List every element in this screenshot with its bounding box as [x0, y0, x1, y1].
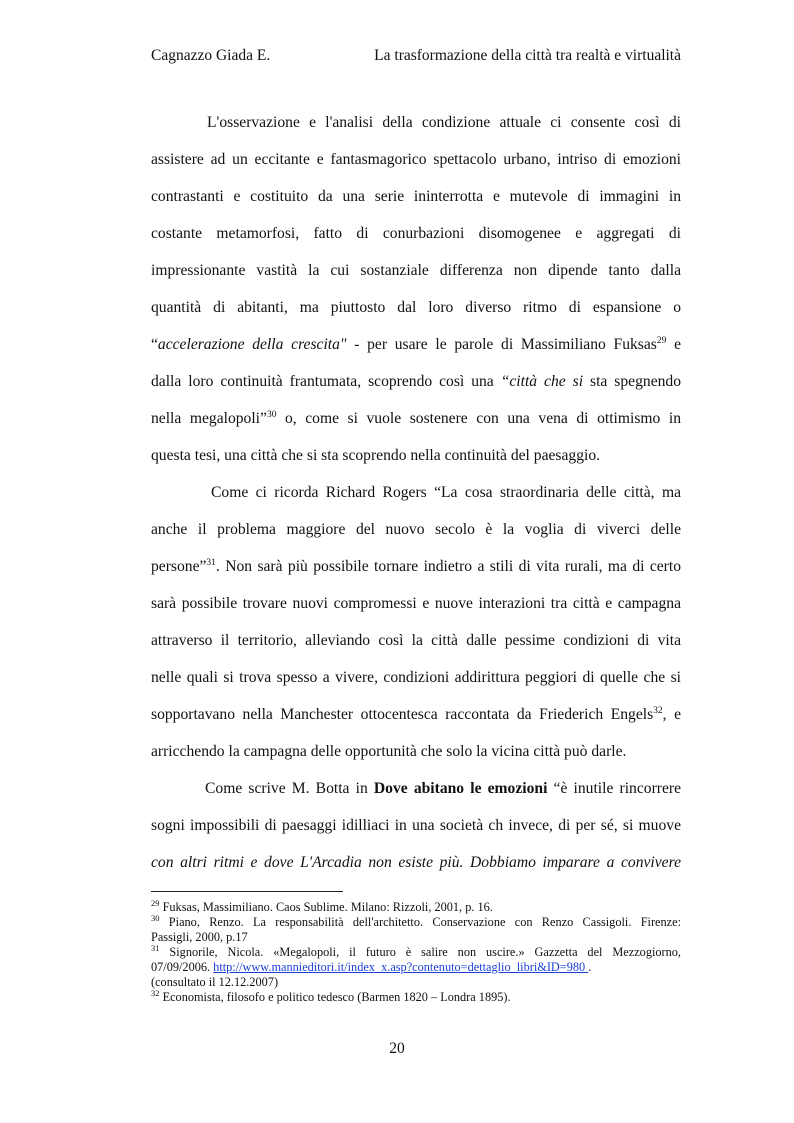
running-header [151, 47, 681, 71]
paragraph-2-line: persone”$^{31}$. Non sarà più possibile tornare indietro a stili di vita rurali, ma di certo [151, 558, 681, 575]
paragraph-2-line: attraverso il territorio, alleviando così la città dalle pessime condizioni di vita [151, 632, 681, 649]
italic-quote: “città che si [500, 373, 584, 390]
footnotes [151, 900, 681, 1005]
paragraph-2-line: nelle quali si trova spesso a vivere, condizioni addirittura peggiori di quelle che si [151, 669, 681, 686]
footnote-31-cont: 07/09/2006. http://www.mannieditori.it/index_x.asp?contenuto=dettaglio_libri&ID=980 . [151, 960, 592, 974]
paragraph-3-line: Come scrive M. Botta in Dove abitano le emozioni “è inutile rincorrere [205, 780, 681, 797]
page-number: 20 [389, 1040, 405, 1057]
paragraph-2-line: arricchendo la campagna delle opportunità che solo la vicina città può darle. [151, 743, 627, 760]
paragraph-1-line: costante metamorfosi, fatto di conurbazioni disomogenee e aggregati di [151, 225, 681, 242]
footnote-30: $^{30}$ Piano, Renzo. La responsabilità dell'architetto. Conservazione con Renzo Cassigoli. Firenze: [151, 913, 681, 929]
paragraph-1-line: dalla loro continuità frantumata, scoprendo così una “città che si sta spegnendo [151, 373, 682, 390]
paragraph-2-line: sopportavano nella Manchester ottocentesca raccontata da Friederich Engels$^{32}$, e [151, 706, 681, 723]
footnote-30-cont: Passigli, 2000, p.17 [151, 930, 248, 944]
footnote-ref-30[interactable]: 30 [266, 410, 277, 420]
header-author: Cagnazzo Giada E. [151, 47, 271, 64]
footnote-31-link[interactable]: http://www.mannieditori.it/index_x.asp?contenuto=dettaglio_libri&ID=980 [213, 960, 589, 974]
paragraph-1-line: assistere ad un eccitante e fantasmagorico spettacolo urbano, intriso di emozioni [151, 151, 681, 168]
paragraph-1-line: L'osservazione e l'analisi della condizione attuale ci consente così di [207, 114, 681, 131]
bold-book-title: Dove abitano le emozioni [373, 780, 548, 797]
footnote-31-cont: (consultato il 12.12.2007) [151, 975, 279, 989]
paragraph-1-line: “accelerazione della crescita" - per usare le parole di Massimiliano Fuksas$^{29}$ e [151, 336, 682, 353]
paragraph-1-line: nella megalopoli”$^{30}$ o, come si vuole sostenere con una vena di ottimismo in [151, 410, 682, 427]
paragraph-1-line: contrastanti e costituito da una serie ininterrotta e mutevole di immagini in [151, 188, 681, 205]
header-title: La trasformazione della città tra realtà e virtualità [374, 47, 681, 64]
paragraph-1-line: impressionante vastità la cui sostanziale differenza non dipende tanto dalla [151, 262, 681, 279]
paragraph-2-line: sarà possibile trovare nuovi compromessi e nuove interazioni tra città e campagna [151, 595, 681, 612]
footnote-ref-31[interactable]: 31 [206, 558, 216, 568]
footnote-31: $^{31}$ Signorile, Nicola. «Megalopoli, il futuro è salire non uscire.» Gazzetta del Mezzogiorno, [151, 943, 681, 959]
main-text [151, 111, 681, 888]
paragraph-2-line: Come ci ricorda Richard Rogers “La cosa straordinaria delle città, ma [211, 484, 681, 501]
paragraph-3-line: sogni impossibili di paesaggi idilliaci in una società ch invece, di per sé, si muove [151, 817, 681, 834]
paragraph-1-line: quantità di abitanti, ma piuttosto dal loro diverso ritmo di espansione o [151, 299, 681, 316]
paragraph-2-line: anche il problema maggiore del nuovo secolo è la voglia di viverci delle [151, 521, 681, 538]
italic-quote: con altri ritmi e dove L'Arcadia non esiste più. Dobbiamo imparare a convivere [151, 854, 681, 871]
footnote-29: $^{29}$ Fuksas, Massimiliano. Caos Sublime. Milano: Rizzoli, 2001, p. 16. [151, 898, 493, 914]
paragraph-1-line: questa tesi, una città che si sta scoprendo nella continuità del paesaggio. [151, 447, 601, 464]
footnote-ref-32[interactable]: 32 [653, 706, 663, 716]
footnote-ref-29[interactable]: 29 [656, 336, 667, 346]
italic-quote: accelerazione della crescita" [157, 336, 347, 353]
footnote-32: $^{32}$ Economista, filosofo e politico tedesco (Barmen 1820 – Londra 1895). [151, 988, 511, 1004]
paragraph-3-line [151, 851, 681, 888]
footnote-divider [151, 891, 343, 892]
